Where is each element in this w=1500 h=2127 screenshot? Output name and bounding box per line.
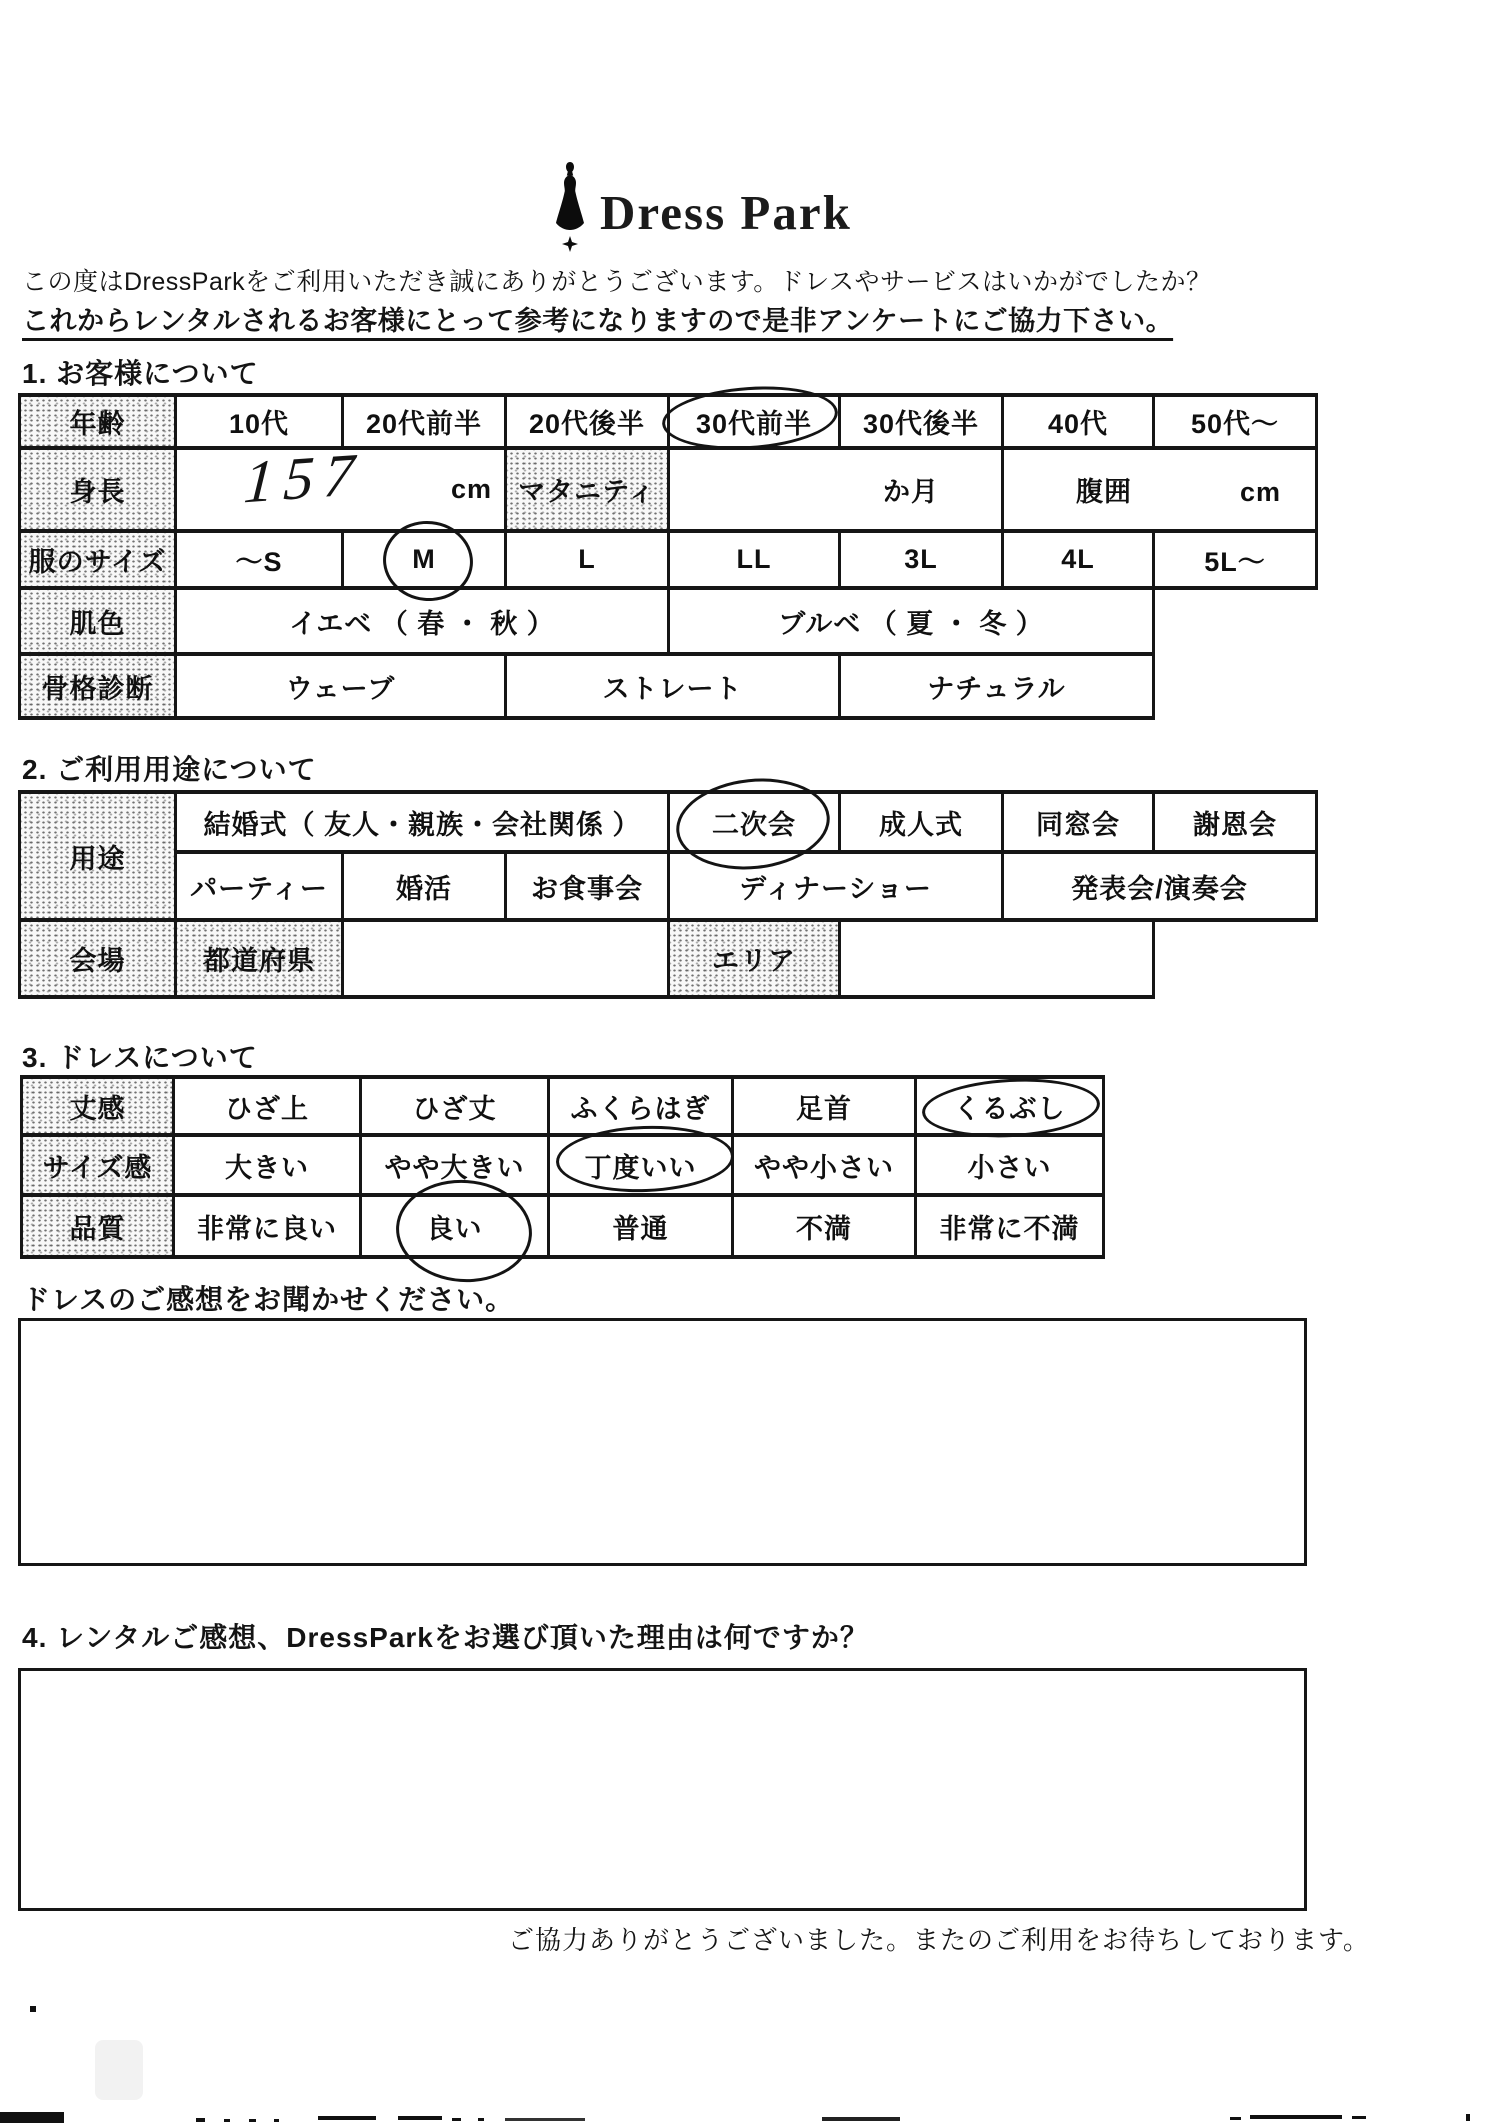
size-option-cell: LL (669, 531, 840, 588)
scan-artifact (398, 2116, 442, 2120)
size-option-cell: 4L (1003, 531, 1154, 588)
purpose-option-cell: 婚活 (343, 852, 506, 920)
size-option-cell: ～S (176, 531, 343, 588)
age-option-cell-selected: 30代前半 (669, 395, 840, 448)
venue-prefecture-input-cell (343, 920, 669, 997)
purpose-option-cell: お食事会 (506, 852, 669, 920)
frame-diagnosis-row (20, 654, 1317, 718)
size-option-cell: L (506, 531, 669, 588)
venue-header-cell: 会場 (20, 920, 176, 997)
scan-artifact-smudge (95, 2040, 143, 2100)
logo-text: Dress Park (600, 185, 852, 240)
quality-option-cell: 非常に不満 (916, 1195, 1104, 1257)
length-option-cell-selected: くるぶし (916, 1077, 1104, 1135)
frame-option-cell: ウェーブ (176, 654, 506, 718)
waist-cell (1003, 448, 1317, 531)
age-option-cell: 30代後半 (840, 395, 1003, 448)
scan-artifact (249, 2119, 256, 2122)
purpose-option-cell: 発表会/演奏会 (1003, 852, 1317, 920)
purpose-option-cell-selected: 二次会 (669, 792, 840, 852)
scan-artifact (1352, 2116, 1366, 2119)
length-option-cell: 足首 (733, 1077, 916, 1135)
fit-option-cell: やや大きい (361, 1135, 549, 1195)
closing-message: ご協力ありがとうございました。またのご利用をお待ちしております。 (508, 1925, 1370, 1955)
customer-table (18, 393, 1318, 720)
fit-option-cell: 大きい (174, 1135, 361, 1195)
fit-option-cell: やや小さい (733, 1135, 916, 1195)
scan-artifact (505, 2118, 585, 2121)
venue-area-label-cell: エリア (669, 920, 840, 997)
section2-title: 2. ご利用用途について (22, 754, 317, 785)
waist-label: 腹囲 (1076, 477, 1132, 507)
intro-line-2: これからレンタルされるお客様にとって参考になりますので是非アンケートにご協力下さい。 (22, 306, 1174, 336)
height-unit: cm (450, 474, 492, 504)
usage-table (18, 790, 1318, 999)
quality-option-cell-selected: 良い (361, 1195, 549, 1257)
section3-title: 3. ドレスについて (22, 1042, 258, 1073)
quality-row (22, 1195, 1104, 1257)
logo (552, 160, 852, 260)
purpose-option-cell: パーティー (176, 852, 343, 920)
length-option-cell: ひざ上 (174, 1077, 361, 1135)
purpose-row-2 (20, 852, 1317, 920)
size-header-cell: 服のサイズ (20, 531, 176, 588)
scan-artifact (318, 2116, 376, 2120)
length-header-cell: 丈感 (22, 1077, 174, 1135)
frame-option-cell: ストレート (506, 654, 840, 718)
waist-unit: cm (1240, 477, 1282, 507)
intro-line-1: この度はDressParkをご利用いただき誠にありがとうございます。ドレスやサービスはいかがでしたか？ (22, 268, 1212, 296)
skin-option-cell: ブルベ （ 夏 ・ 冬 ） (669, 588, 1154, 654)
dress-comment-box (18, 1318, 1307, 1566)
height-row (20, 448, 1317, 531)
skin-header-cell: 肌色 (20, 588, 176, 654)
quality-option-cell: 不満 (733, 1195, 916, 1257)
age-option-cell: 20代後半 (506, 395, 669, 448)
handwritten-height-value: 157 (241, 440, 367, 516)
purpose-header-cell: 用途 (20, 792, 176, 920)
dress-comment-label: ドレスのご感想をお聞かせください。 (22, 1284, 515, 1315)
venue-area-input-cell (840, 920, 1154, 997)
scan-artifact (274, 2119, 279, 2122)
purpose-option-cell: 結婚式（ 友人・親族・会社関係 ） (176, 792, 669, 852)
scan-artifact (224, 2119, 230, 2122)
fit-header-cell: サイズ感 (22, 1135, 174, 1195)
scan-artifact (196, 2118, 205, 2122)
purpose-option-cell: ディナーショー (669, 852, 1003, 920)
section1-title: 1. お客様について (22, 358, 259, 389)
venue-prefecture-label-cell: 都道府県 (176, 920, 343, 997)
length-option-cell: ふくらはぎ (549, 1077, 733, 1135)
scan-artifact (822, 2117, 900, 2121)
scan-artifact (0, 2112, 64, 2123)
frame-header-cell: 骨格診断 (20, 654, 176, 718)
purpose-option-cell: 成人式 (840, 792, 1003, 852)
age-header-cell: 年齢 (20, 395, 176, 448)
scan-artifact (1250, 2115, 1342, 2119)
venue-row (20, 920, 1317, 997)
quality-header-cell: 品質 (22, 1195, 174, 1257)
purpose-option-cell: 謝恩会 (1154, 792, 1317, 852)
size-option-cell-selected: M (343, 531, 506, 588)
skin-tone-row (20, 588, 1317, 654)
maternity-cell: マタニティ (506, 448, 669, 531)
height-header-cell: 身長 (20, 448, 176, 531)
size-option-cell: 3L (840, 531, 1003, 588)
skin-option-cell: イエベ （ 春 ・ 秋 ） (176, 588, 669, 654)
age-option-cell: 10代 (176, 395, 343, 448)
scan-artifact (1230, 2117, 1241, 2120)
purpose-option-cell: 同窓会 (1003, 792, 1154, 852)
quality-option-cell: 非常に良い (174, 1195, 361, 1257)
dress-form-icon (552, 160, 588, 260)
scan-artifact (452, 2118, 461, 2121)
scan-artifact-dot (30, 2006, 36, 2012)
scan-artifact (478, 2118, 484, 2121)
age-option-cell: 40代 (1003, 395, 1154, 448)
rental-comment-box (18, 1668, 1307, 1911)
fit-option-cell: 小さい (916, 1135, 1104, 1195)
length-option-cell: ひざ丈 (361, 1077, 549, 1135)
age-option-cell: 20代前半 (343, 395, 506, 448)
purpose-row-1 (20, 792, 1317, 852)
clothing-size-row (20, 531, 1317, 588)
quality-option-cell: 普通 (549, 1195, 733, 1257)
frame-option-cell: ナチュラル (840, 654, 1154, 718)
fit-option-cell-selected: 丁度いい (549, 1135, 733, 1195)
size-option-cell: 5L～ (1154, 531, 1317, 588)
rental-comment-label: 4. レンタルご感想、DressParkをお選び頂いた理由は何ですか？ (22, 1622, 869, 1653)
months-cell: か月 (669, 448, 1003, 531)
scan-artifact (1466, 2114, 1470, 2121)
age-option-cell: 50代～ (1154, 395, 1317, 448)
